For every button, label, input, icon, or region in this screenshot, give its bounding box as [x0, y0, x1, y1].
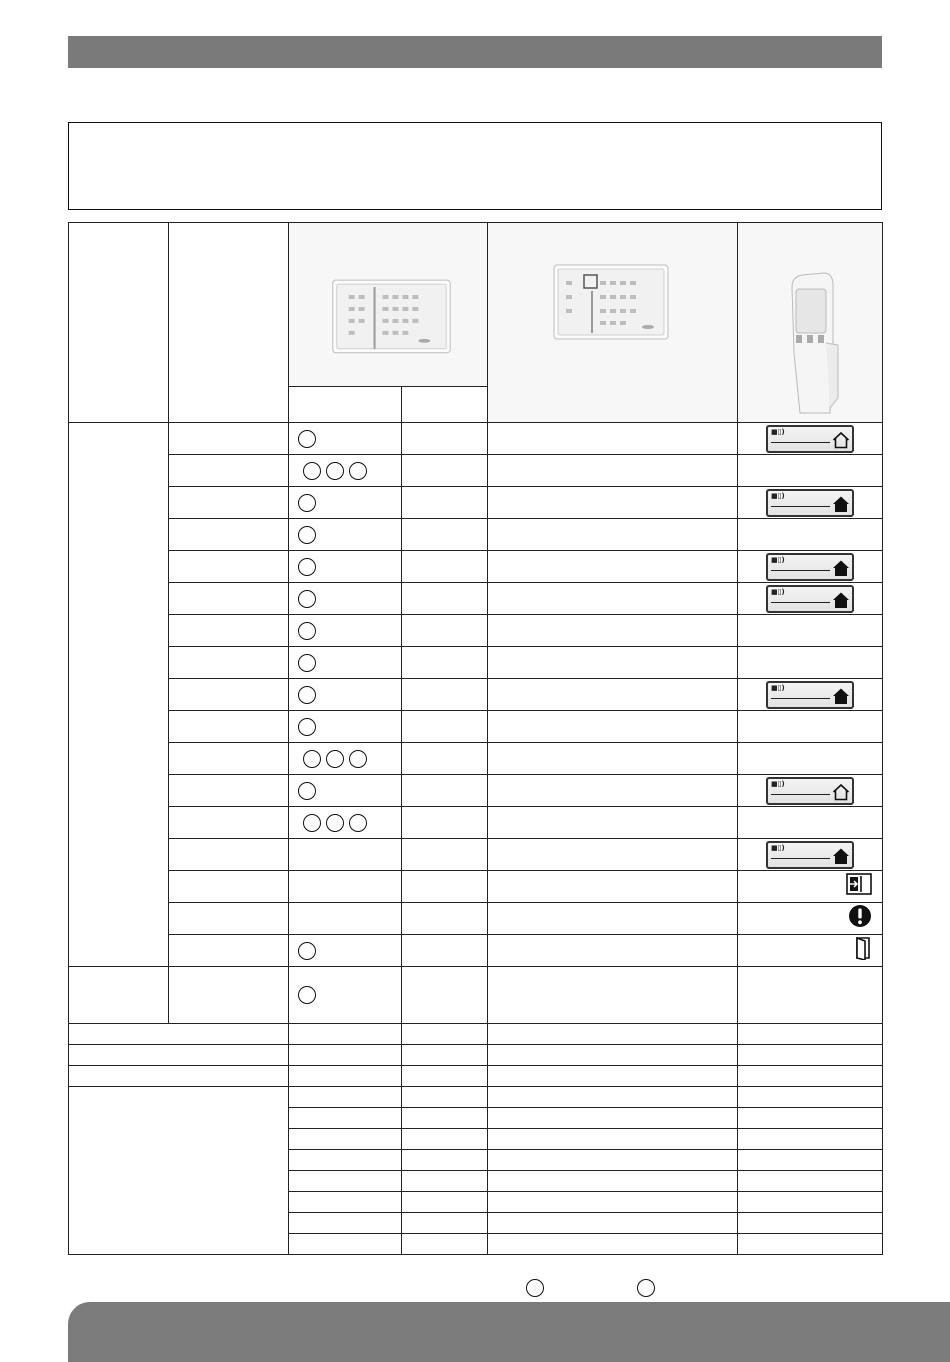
key-circle-icon — [298, 590, 316, 608]
key-circle-icon — [298, 654, 316, 672]
key-circle-icon — [298, 558, 316, 576]
feature-cell — [69, 1066, 289, 1087]
table-row — [69, 1024, 883, 1045]
keypad-alt-cell — [402, 519, 488, 551]
feature-cell — [69, 1045, 289, 1066]
remote-display-cell — [738, 1171, 883, 1192]
remote-display-cell — [738, 519, 883, 551]
keypad-alt-cell — [402, 1066, 488, 1087]
table-row — [69, 839, 883, 871]
header-cell-function — [169, 223, 289, 423]
badge-keypad-cell — [488, 551, 738, 583]
key-circle-icon — [298, 986, 316, 1004]
keypad-keys-cell — [289, 839, 402, 871]
key-circle-icon — [298, 526, 316, 544]
function-cell — [169, 967, 289, 1024]
keypad-keys-cell — [289, 1108, 402, 1129]
keypad-keys-cell — [289, 615, 402, 647]
remote-display-cell — [738, 1150, 883, 1171]
function-cell — [169, 679, 289, 711]
remote-display-cell — [738, 455, 883, 487]
lcd-remote-control-image — [738, 223, 882, 417]
keypad-keys-cell — [289, 1150, 402, 1171]
remote-display-cell — [738, 423, 883, 455]
table-row — [69, 1045, 883, 1066]
keypad-keys-cell — [289, 1024, 402, 1045]
subheader-cell-b — [402, 387, 488, 423]
key-circle-icon — [349, 814, 367, 832]
remote-display-cell — [738, 711, 883, 743]
remote-display-cell — [738, 583, 883, 615]
footer-bar — [68, 1302, 950, 1362]
key-circle-icon — [326, 462, 344, 480]
badge-keypad-cell — [488, 1150, 738, 1171]
badge-keypad-cell — [488, 1213, 738, 1234]
key-circle-icon — [326, 814, 344, 832]
subheader-cell-a — [289, 387, 402, 423]
remote-display-cell — [738, 903, 883, 935]
keypad-keys-cell — [289, 903, 402, 935]
badge-keypad-cell — [488, 903, 738, 935]
keypad-alt-cell — [402, 1171, 488, 1192]
badge-keypad-cell — [488, 583, 738, 615]
keypad-keys-cell — [289, 1234, 402, 1255]
keypad-keys-cell — [289, 455, 402, 487]
keypad-keys-cell — [289, 967, 402, 1024]
function-cell — [169, 839, 289, 871]
keypad-keys-cell — [289, 1171, 402, 1192]
keypad-keys-cell — [289, 935, 402, 967]
key-circle-icon — [349, 462, 367, 480]
remote-display-cell — [738, 1108, 883, 1129]
keypad-alt-cell — [402, 871, 488, 903]
table-row — [69, 807, 883, 839]
badge-keypad-cell — [488, 519, 738, 551]
function-cell — [169, 487, 289, 519]
table-row — [69, 487, 883, 519]
remote-display-cell — [738, 743, 883, 775]
keypad-alt-cell — [402, 1024, 488, 1045]
table-row — [69, 1087, 883, 1108]
feature-cell — [69, 1024, 289, 1045]
lcd-home-solid-icon: ■▯) — [766, 681, 854, 709]
function-cell — [169, 455, 289, 487]
keypad-keys-cell — [289, 775, 402, 807]
keypad-badge-image-cell — [488, 223, 738, 423]
keypad-alt-cell — [402, 1150, 488, 1171]
keypad-alt-cell — [402, 615, 488, 647]
badge-keypad-cell — [488, 1066, 738, 1087]
badge-keypad-cell — [488, 807, 738, 839]
keypad-alt-cell — [402, 1129, 488, 1150]
badge-keypad-cell — [488, 871, 738, 903]
table-row — [69, 743, 883, 775]
badge-keypad-cell — [488, 1024, 738, 1045]
key-circle-icon — [298, 686, 316, 704]
badge-keypad-cell — [488, 1234, 738, 1255]
keypad-alt-cell — [402, 583, 488, 615]
table-row — [69, 455, 883, 487]
badge-keypad-cell — [488, 967, 738, 1024]
table-row — [69, 967, 883, 1024]
remote-display-cell — [738, 839, 883, 871]
keypad-keys-cell — [289, 1129, 402, 1150]
keypad-keys-cell — [289, 871, 402, 903]
lcd-home-solid-icon: ■▯) — [766, 553, 854, 581]
keypad-alt-cell — [402, 967, 488, 1024]
key-circle-icon — [303, 462, 321, 480]
key-circle-icon — [349, 750, 367, 768]
keypad-keys-cell — [289, 711, 402, 743]
function-cell — [169, 551, 289, 583]
keypad-keys-cell — [289, 423, 402, 455]
table-row — [69, 903, 883, 935]
lcd-home-solid-icon: ■▯) — [766, 585, 854, 613]
control-keypad-image — [289, 223, 487, 381]
badge-keypad-cell — [488, 1087, 738, 1108]
badge-keypad-cell — [488, 935, 738, 967]
key-circle-icon — [303, 750, 321, 768]
badge-keypad-cell — [488, 711, 738, 743]
remote-display-cell — [738, 679, 883, 711]
remote-display-cell — [738, 1192, 883, 1213]
alert-icon — [848, 904, 872, 933]
key-circle-icon — [298, 942, 316, 960]
keypad-alt-cell — [402, 711, 488, 743]
function-cell — [169, 711, 289, 743]
remote-display-cell — [738, 1234, 883, 1255]
remote-display-cell — [738, 647, 883, 679]
keypad-alt-cell — [402, 807, 488, 839]
legend-circle-2 — [637, 1279, 655, 1297]
keypad-alt-cell — [402, 903, 488, 935]
remote-display-cell — [738, 1087, 883, 1108]
table-row — [69, 679, 883, 711]
keypad-keys-cell — [289, 519, 402, 551]
badge-keypad-cell — [488, 839, 738, 871]
feature-group-cell — [69, 1087, 289, 1255]
badge-keypad-cell — [488, 679, 738, 711]
remote-display-cell — [738, 1024, 883, 1045]
function-cell — [169, 615, 289, 647]
keypad-keys-cell — [289, 1045, 402, 1066]
remote-display-cell — [738, 487, 883, 519]
table-row — [69, 647, 883, 679]
table-row — [69, 711, 883, 743]
legend-circle-1 — [526, 1279, 544, 1297]
badge-keypad-cell — [488, 1108, 738, 1129]
lcd-home-outline-icon: ■▯) — [766, 425, 854, 453]
function-cell — [169, 807, 289, 839]
keypad-keys-cell — [289, 551, 402, 583]
function-cell — [169, 871, 289, 903]
table-row — [69, 519, 883, 551]
keypad-keys-cell — [289, 1087, 402, 1108]
function-cell — [169, 519, 289, 551]
keypad-alt-cell — [402, 455, 488, 487]
keypad-alt-cell — [402, 647, 488, 679]
remote-display-cell — [738, 775, 883, 807]
keypad-alt-cell — [402, 935, 488, 967]
key-circle-icon — [298, 430, 316, 448]
lcd-home-outline-icon: ■▯) — [766, 777, 854, 805]
table-row — [69, 551, 883, 583]
keypad-keys-cell — [289, 487, 402, 519]
header-bar — [68, 36, 882, 68]
table-row — [69, 871, 883, 903]
table-row — [69, 583, 883, 615]
note-box — [68, 122, 882, 210]
remote-image-cell — [738, 223, 883, 423]
function-cell — [169, 935, 289, 967]
keypad-keys-cell — [289, 647, 402, 679]
table-row — [69, 423, 883, 455]
remote-display-cell — [738, 807, 883, 839]
keypad-keys-cell — [289, 679, 402, 711]
key-circle-icon — [298, 782, 316, 800]
feature-group-cell — [69, 423, 169, 967]
keypad-image-cell — [289, 223, 488, 387]
table-row — [69, 1066, 883, 1087]
function-cell — [169, 647, 289, 679]
keypad-alt-cell — [402, 679, 488, 711]
keypad-alt-cell — [402, 775, 488, 807]
badge-keypad-cell — [488, 1045, 738, 1066]
remote-display-cell — [738, 871, 883, 903]
remote-display-cell — [738, 615, 883, 647]
badge-keypad-cell — [488, 615, 738, 647]
badge-keypad-cell — [488, 1129, 738, 1150]
table-row — [69, 775, 883, 807]
key-circle-icon — [298, 718, 316, 736]
badge-keypad-cell — [488, 647, 738, 679]
remote-display-cell — [738, 1129, 883, 1150]
keypad-keys-cell — [289, 583, 402, 615]
keypad-alt-cell — [402, 1045, 488, 1066]
badge-keypad-cell — [488, 423, 738, 455]
keypad-alt-cell — [402, 743, 488, 775]
keypad-alt-cell — [402, 1087, 488, 1108]
keypad-keys-cell — [289, 743, 402, 775]
keypad-keys-cell — [289, 1066, 402, 1087]
header-cell-feature — [69, 223, 169, 423]
function-cell — [169, 775, 289, 807]
badge-keypad-cell — [488, 455, 738, 487]
remote-display-cell — [738, 935, 883, 967]
keypad-keys-cell — [289, 807, 402, 839]
keypad-alt-cell — [402, 1213, 488, 1234]
key-circle-icon — [326, 750, 344, 768]
remote-display-cell — [738, 551, 883, 583]
badge-keypad-cell — [488, 775, 738, 807]
keypad-alt-cell — [402, 1192, 488, 1213]
keypad-alt-cell — [402, 487, 488, 519]
key-circle-icon — [298, 622, 316, 640]
lcd-home-solid-icon: ■▯) — [766, 489, 854, 517]
door-open-icon — [846, 873, 872, 900]
function-cell — [169, 743, 289, 775]
function-cell — [169, 903, 289, 935]
feature-group-cell — [69, 967, 169, 1024]
table-row — [69, 615, 883, 647]
badge-keypad-cell — [488, 1192, 738, 1213]
table-row — [69, 935, 883, 967]
door-icon — [854, 936, 872, 965]
feature-table — [68, 222, 883, 1255]
keypad-alt-cell — [402, 839, 488, 871]
remote-display-cell — [738, 1066, 883, 1087]
keypad-keys-cell — [289, 1192, 402, 1213]
key-circle-icon — [303, 814, 321, 832]
key-circle-icon — [298, 494, 316, 512]
keypad-alt-cell — [402, 1234, 488, 1255]
keypad-alt-cell — [402, 423, 488, 455]
function-cell — [169, 423, 289, 455]
badge-keypad-cell — [488, 487, 738, 519]
keypad-keys-cell — [289, 1213, 402, 1234]
keypad-alt-cell — [402, 1108, 488, 1129]
remote-display-cell — [738, 1045, 883, 1066]
lcd-home-solid-icon: ■▯) — [766, 841, 854, 869]
control-keypad-with-badge-reader-image — [488, 223, 737, 417]
function-cell — [169, 583, 289, 615]
badge-keypad-cell — [488, 743, 738, 775]
keypad-alt-cell — [402, 551, 488, 583]
remote-display-cell — [738, 1213, 883, 1234]
badge-keypad-cell — [488, 1171, 738, 1192]
remote-display-cell — [738, 967, 883, 1024]
